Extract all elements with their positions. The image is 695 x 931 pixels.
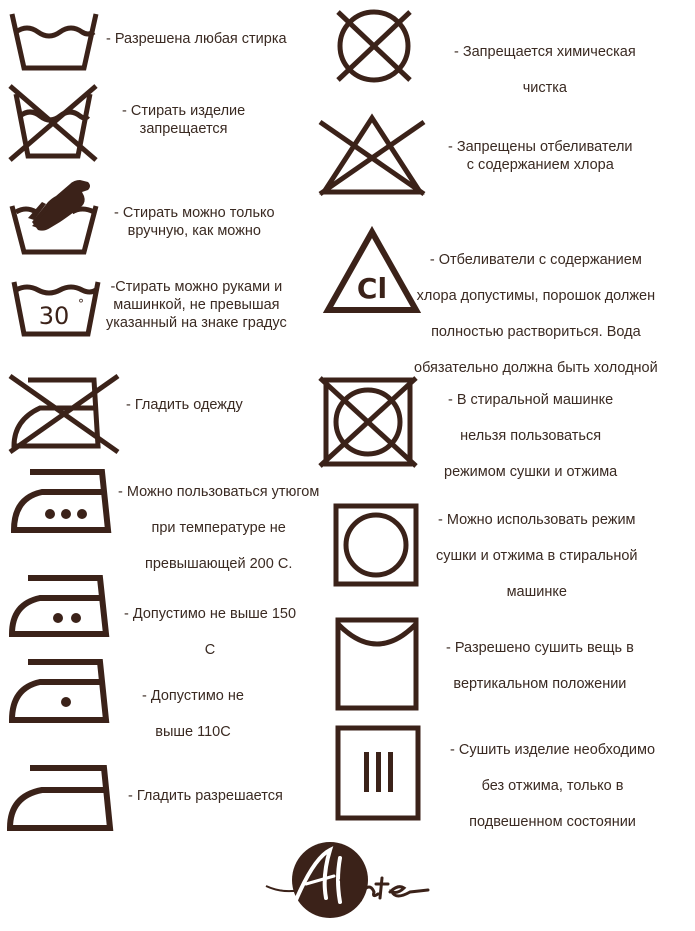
label-iron-150: - Допустимо не выше 150 С xyxy=(124,606,297,658)
svg-text:30: 30 xyxy=(38,302,70,330)
svg-text:°: ° xyxy=(78,297,84,311)
label-drip-dry: - Сушить изделие необходимо без отжима, только в подвешенном состоянии xyxy=(450,742,656,830)
no-dry-clean-icon xyxy=(328,6,420,86)
label-no-iron: - Гладить одежду xyxy=(126,397,243,413)
iron-three-dots-icon xyxy=(10,468,114,534)
line-dry-icon xyxy=(334,616,420,712)
label-iron-110: - Допустимо не выше 110С xyxy=(142,688,244,740)
hand-wash-icon xyxy=(8,172,102,256)
wash-tub-icon xyxy=(8,10,100,72)
label-chlorine-bleach: - Отбеливатели с содержанием хлора допустимы, порошок должен полностью раствориться. Вода обязательно должна быть холодной xyxy=(414,252,658,376)
no-tumble-dry-icon xyxy=(316,374,420,470)
iron-one-dot-icon xyxy=(8,658,112,724)
chlorine-bleach-icon xyxy=(322,226,422,316)
label-iron-allowed: - Гладить разрешается xyxy=(128,788,283,804)
akate-logo-icon xyxy=(262,836,432,926)
iron-two-dots-icon xyxy=(8,574,112,638)
iron-icon xyxy=(6,764,116,832)
svg-text:Cl: Cl xyxy=(356,272,388,305)
wash-30-icon xyxy=(10,278,102,338)
label-no-bleach: - Запрещены отбеливатели с содержанием хлора xyxy=(448,139,633,173)
label-hand-wash: - Стирать можно только вручную, как можно xyxy=(114,205,275,239)
label-no-dry-clean: - Запрещается химическая чистка xyxy=(454,44,636,96)
no-wash-icon xyxy=(6,82,100,164)
label-wash-30: -Стирать можно руками и машинкой, не превышая указанный на знаке градус xyxy=(106,279,287,331)
tumble-dry-icon xyxy=(332,502,420,588)
drip-dry-icon xyxy=(334,724,422,822)
no-bleach-icon xyxy=(316,112,428,198)
label-tumble-dry: - Можно использовать режим сушки и отжима в стиральной машинке xyxy=(436,512,638,600)
label-no-tumble-dry: - В стиральной машинке нельзя пользоваться режимом сушки и отжима xyxy=(444,392,618,480)
label-iron-200: - Можно пользоваться утюгом при температуре не превышающей 200 С. xyxy=(118,484,320,572)
label-no-wash: - Стирать изделие запрещается xyxy=(122,103,246,137)
label-line-dry: - Разрешено сушить вещь в вертикальном положении xyxy=(446,640,634,692)
no-iron-icon xyxy=(6,370,122,456)
label-any-wash: - Разрешена любая стирка xyxy=(106,31,287,47)
